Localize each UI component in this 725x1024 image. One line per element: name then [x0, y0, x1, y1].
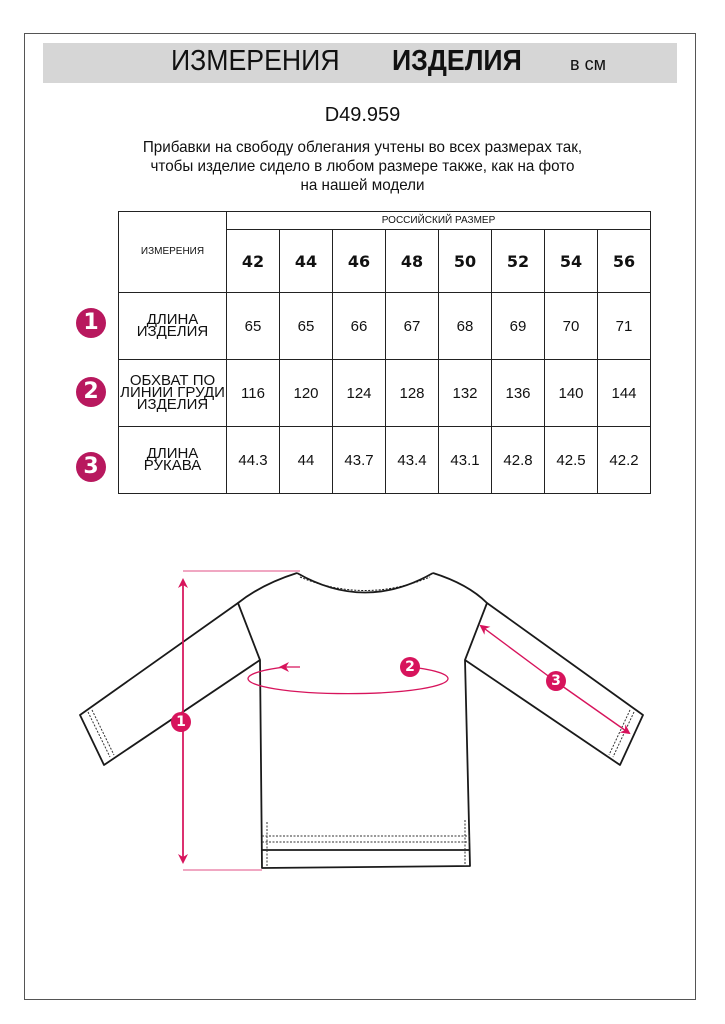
- row-label: ДЛИНА ИЗДЕЛИЯ: [119, 293, 227, 360]
- table-cell: 43.1: [439, 427, 492, 494]
- measure-header: ИЗМЕРЕНИЯ: [119, 212, 227, 293]
- length-measure: [183, 571, 300, 870]
- table-cell: 43.7: [333, 427, 386, 494]
- table-cell: 66: [333, 293, 386, 360]
- row-marker-3: 3: [76, 452, 106, 482]
- size-header: 52: [492, 230, 545, 293]
- table-cell: 144: [598, 360, 651, 427]
- table-cell: 42.5: [545, 427, 598, 494]
- table-cell: 68: [439, 293, 492, 360]
- title-bold: ИЗДЕЛИЯ: [392, 45, 522, 77]
- size-header: 46: [333, 230, 386, 293]
- size-header: 50: [439, 230, 492, 293]
- title-unit: в см: [570, 54, 606, 74]
- table-cell: 43.4: [386, 427, 439, 494]
- row-marker-2: 2: [76, 377, 106, 407]
- size-header: 48: [386, 230, 439, 293]
- table-cell: 42.8: [492, 427, 545, 494]
- table-cell: 140: [545, 360, 598, 427]
- stitch-lines: [88, 710, 634, 866]
- table-cell: 44: [280, 427, 333, 494]
- product-code: D49.959: [324, 104, 401, 126]
- diagram-marker-1: 1: [171, 712, 191, 732]
- size-header: 44: [280, 230, 333, 293]
- row-label-line: ЛИНИИ ГРУДИ: [120, 384, 225, 401]
- table-cell: 120: [280, 360, 333, 427]
- table-cell: 65: [227, 293, 280, 360]
- sweatshirt-outline: [80, 573, 643, 868]
- row-label-line: ОБХВАТ ПО: [129, 372, 216, 389]
- diagram-marker-3: 3: [546, 671, 566, 691]
- table-cell: 65: [280, 293, 333, 360]
- row-label-line: ИЗДЕЛИЯ: [136, 396, 209, 413]
- body-outline: [238, 573, 487, 868]
- table-cell: 69: [492, 293, 545, 360]
- fit-note-line: на нашей модели: [300, 177, 425, 194]
- diagram-marker-2: 2: [400, 657, 420, 677]
- table-cell: 124: [333, 360, 386, 427]
- fit-note-line: чтобы изделие сидело в любом размере также, как на фото: [150, 158, 575, 175]
- table-cell: 116: [227, 360, 280, 427]
- row-label: ДЛИНА РУКАВА: [119, 427, 227, 494]
- table-cell: 70: [545, 293, 598, 360]
- table-cell: 136: [492, 360, 545, 427]
- table-cell: 42.2: [598, 427, 651, 494]
- title-regular: ИЗМЕРЕНИЯ: [171, 45, 340, 77]
- left-sleeve: [80, 603, 260, 765]
- table-cell: 132: [439, 360, 492, 427]
- size-header: 42: [227, 230, 280, 293]
- table-cell: 44.3: [227, 427, 280, 494]
- table-cell: 128: [386, 360, 439, 427]
- table-cell: 67: [386, 293, 439, 360]
- size-header: 56: [598, 230, 651, 293]
- fit-note-line: Прибавки на свободу облегания учтены во всех размерах так,: [142, 139, 583, 156]
- size-header: 54: [545, 230, 598, 293]
- table-cell: 71: [598, 293, 651, 360]
- size-group-header: РОССИЙСКИЙ РАЗМЕР: [227, 212, 651, 230]
- row-marker-1: 1: [76, 308, 106, 338]
